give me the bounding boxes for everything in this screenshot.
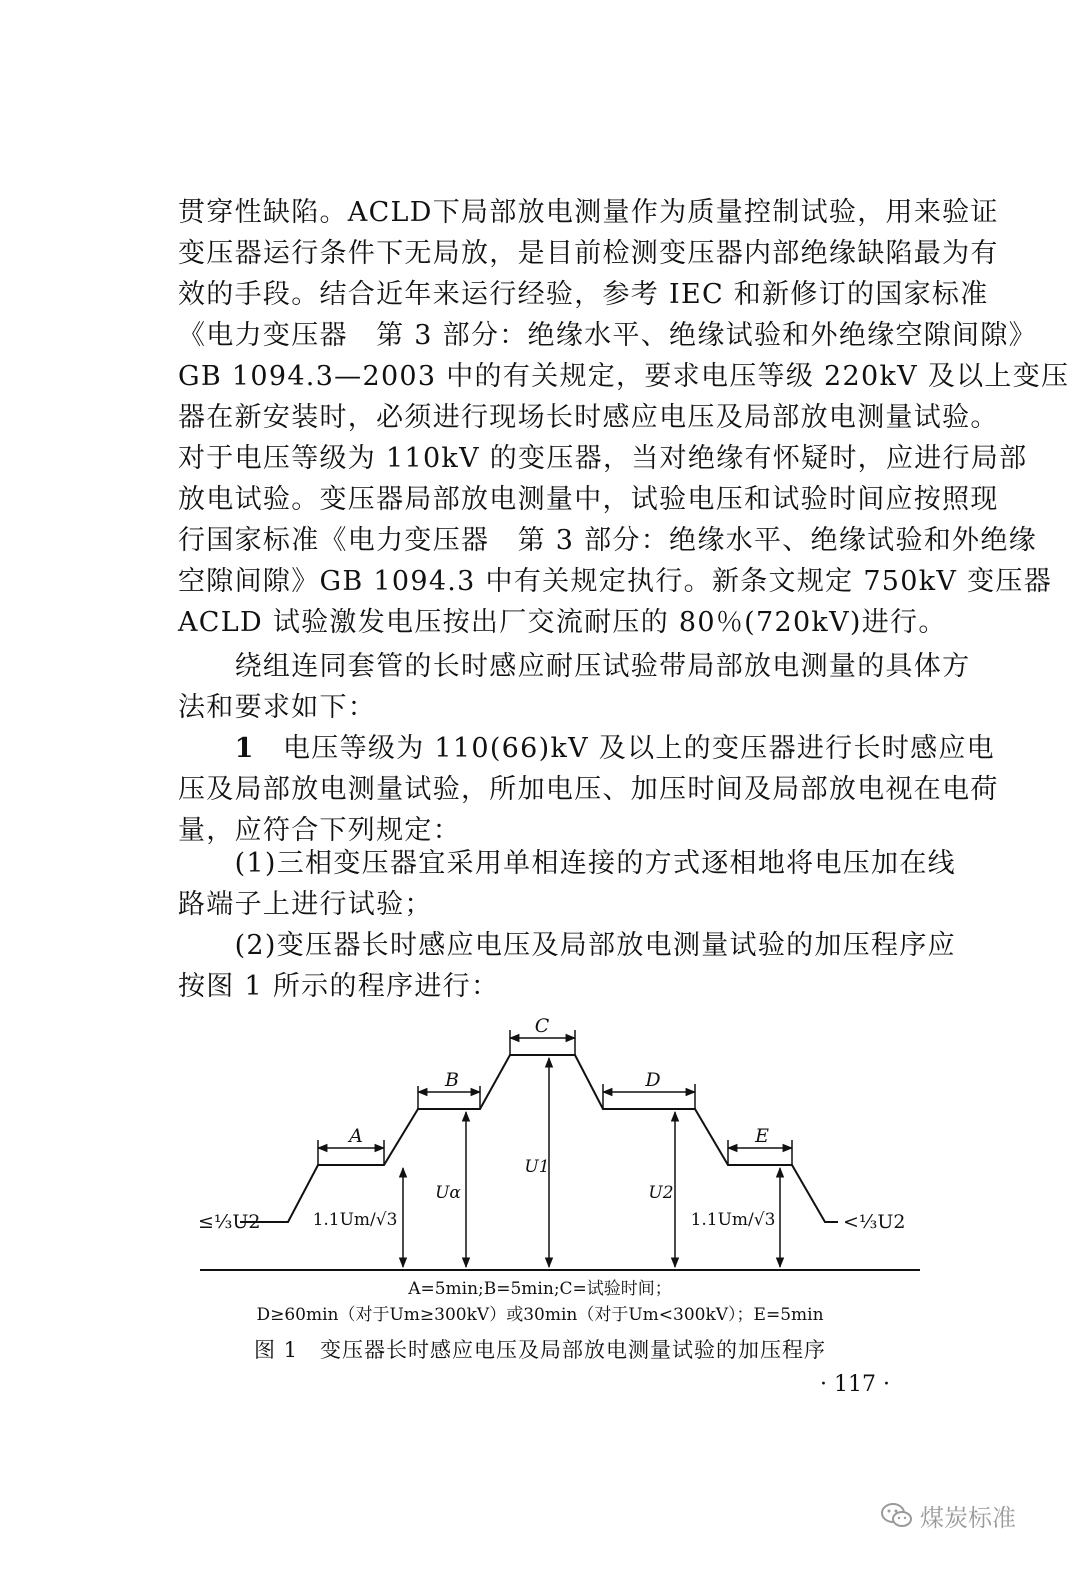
label-u1: U1: [524, 1157, 550, 1177]
label-u2: U2: [648, 1183, 674, 1203]
segment-label-a: A: [349, 1125, 363, 1147]
text-line: 对于电压等级为 110kV 的变压器，当对绝缘有怀疑时，应进行局部: [178, 443, 1028, 474]
text-line: 法和要求如下：: [178, 692, 377, 723]
text-line: [178, 728, 995, 769]
text-line: 变压器运行条件下无局放，是目前检测变压器内部绝缘缺陷最为有: [178, 238, 999, 269]
procedure-diagram: [0, 1000, 1080, 1300]
text-line: ACLD 试验激发电压按出厂交流耐压的 80％(720kV)进行。: [178, 607, 947, 638]
text-line: 按图 1 所示的程序进行：: [178, 971, 500, 1002]
text-line: 放电试验。变压器局部放电测量中，试验电压和试验时间应按照现: [178, 484, 999, 515]
clause-number: 1: [234, 733, 255, 764]
text-line: 器在新安装时，必须进行现场长时感应电压及局部放电测量试验。: [178, 402, 999, 433]
label-start-level: ≤⅓U2: [198, 1211, 261, 1233]
clause-text: 电压等级为 110(66)kV 及以上的变压器进行长时感应电: [254, 733, 995, 764]
figure-note-line-1: A=5min;B=5min;C=试验时间；: [408, 1279, 672, 1299]
segment-label-d: D: [645, 1069, 661, 1091]
text-line: 贯穿性缺陷。ACLD下局部放电测量作为质量控制试验，用来验证: [178, 197, 999, 228]
paragraph-5: [178, 925, 956, 1007]
paragraph-4: [178, 843, 956, 925]
paragraph-3: [178, 728, 999, 851]
label-um-left: 1.1Um/√3: [312, 1210, 398, 1230]
text-line: 空隙间隙》GB 1094.3 中有关规定执行。新条文规定 750kV 变压器: [178, 566, 1053, 597]
text-line: 效的手段。结合近年来运行经验，参考 IEC 和新修订的国家标准: [178, 279, 989, 310]
segment-label-b: B: [445, 1069, 459, 1091]
label-end-level: <⅓U2: [843, 1211, 906, 1233]
segment-label-c: C: [534, 1015, 550, 1037]
page-number: · 117 ·: [820, 1372, 890, 1397]
wechat-icon: [880, 1501, 914, 1531]
segment-label-e: E: [755, 1125, 769, 1147]
text-line: (2)变压器长时感应电压及局部放电测量试验的加压程序应: [178, 930, 956, 961]
figure-note-line-2: D≥60min（对于Um≥300kV）或30min（对于Um<300kV）；E=5min: [256, 1305, 824, 1325]
voltage-procedure-figure: [0, 1000, 1080, 1360]
figure-caption: 图 1 变压器长时感应电压及局部放电测量试验的加压程序: [253, 1338, 827, 1362]
label-um-right: 1.1Um/√3: [690, 1210, 776, 1230]
text-line: GB 1094.3—2003 中的有关规定，要求电压等级 220kV 及以上变压: [178, 361, 1070, 392]
text-line: 行国家标准《电力变压器 第 3 部分：绝缘水平、绝缘试验和外绝缘: [178, 525, 1037, 556]
paragraph-2: [178, 646, 971, 728]
text-line: (1)三相变压器宜采用单相连接的方式逐相地将电压加在线: [178, 848, 956, 879]
text-line: 量，应符合下列规定：: [178, 815, 461, 846]
segment-markers: [318, 1030, 792, 1165]
label-ua: Uα: [435, 1183, 461, 1203]
watermark-text: 煤炭标准: [920, 1504, 1016, 1532]
voltage-profile: [240, 1055, 838, 1222]
text-line: 《电力变压器 第 3 部分：绝缘水平、绝缘试验和外绝缘空隙间隙》: [178, 320, 1037, 351]
text-line: 压及局部放电测量试验，所加电压、加压时间及局部放电视在电荷: [178, 774, 999, 805]
paragraph-1: [178, 192, 1070, 643]
watermark: [880, 1498, 1016, 1533]
text-line: 路端子上进行试验；: [178, 889, 433, 920]
text-line: 绕组连同套管的长时感应耐压试验带局部放电测量的具体方: [178, 651, 971, 682]
